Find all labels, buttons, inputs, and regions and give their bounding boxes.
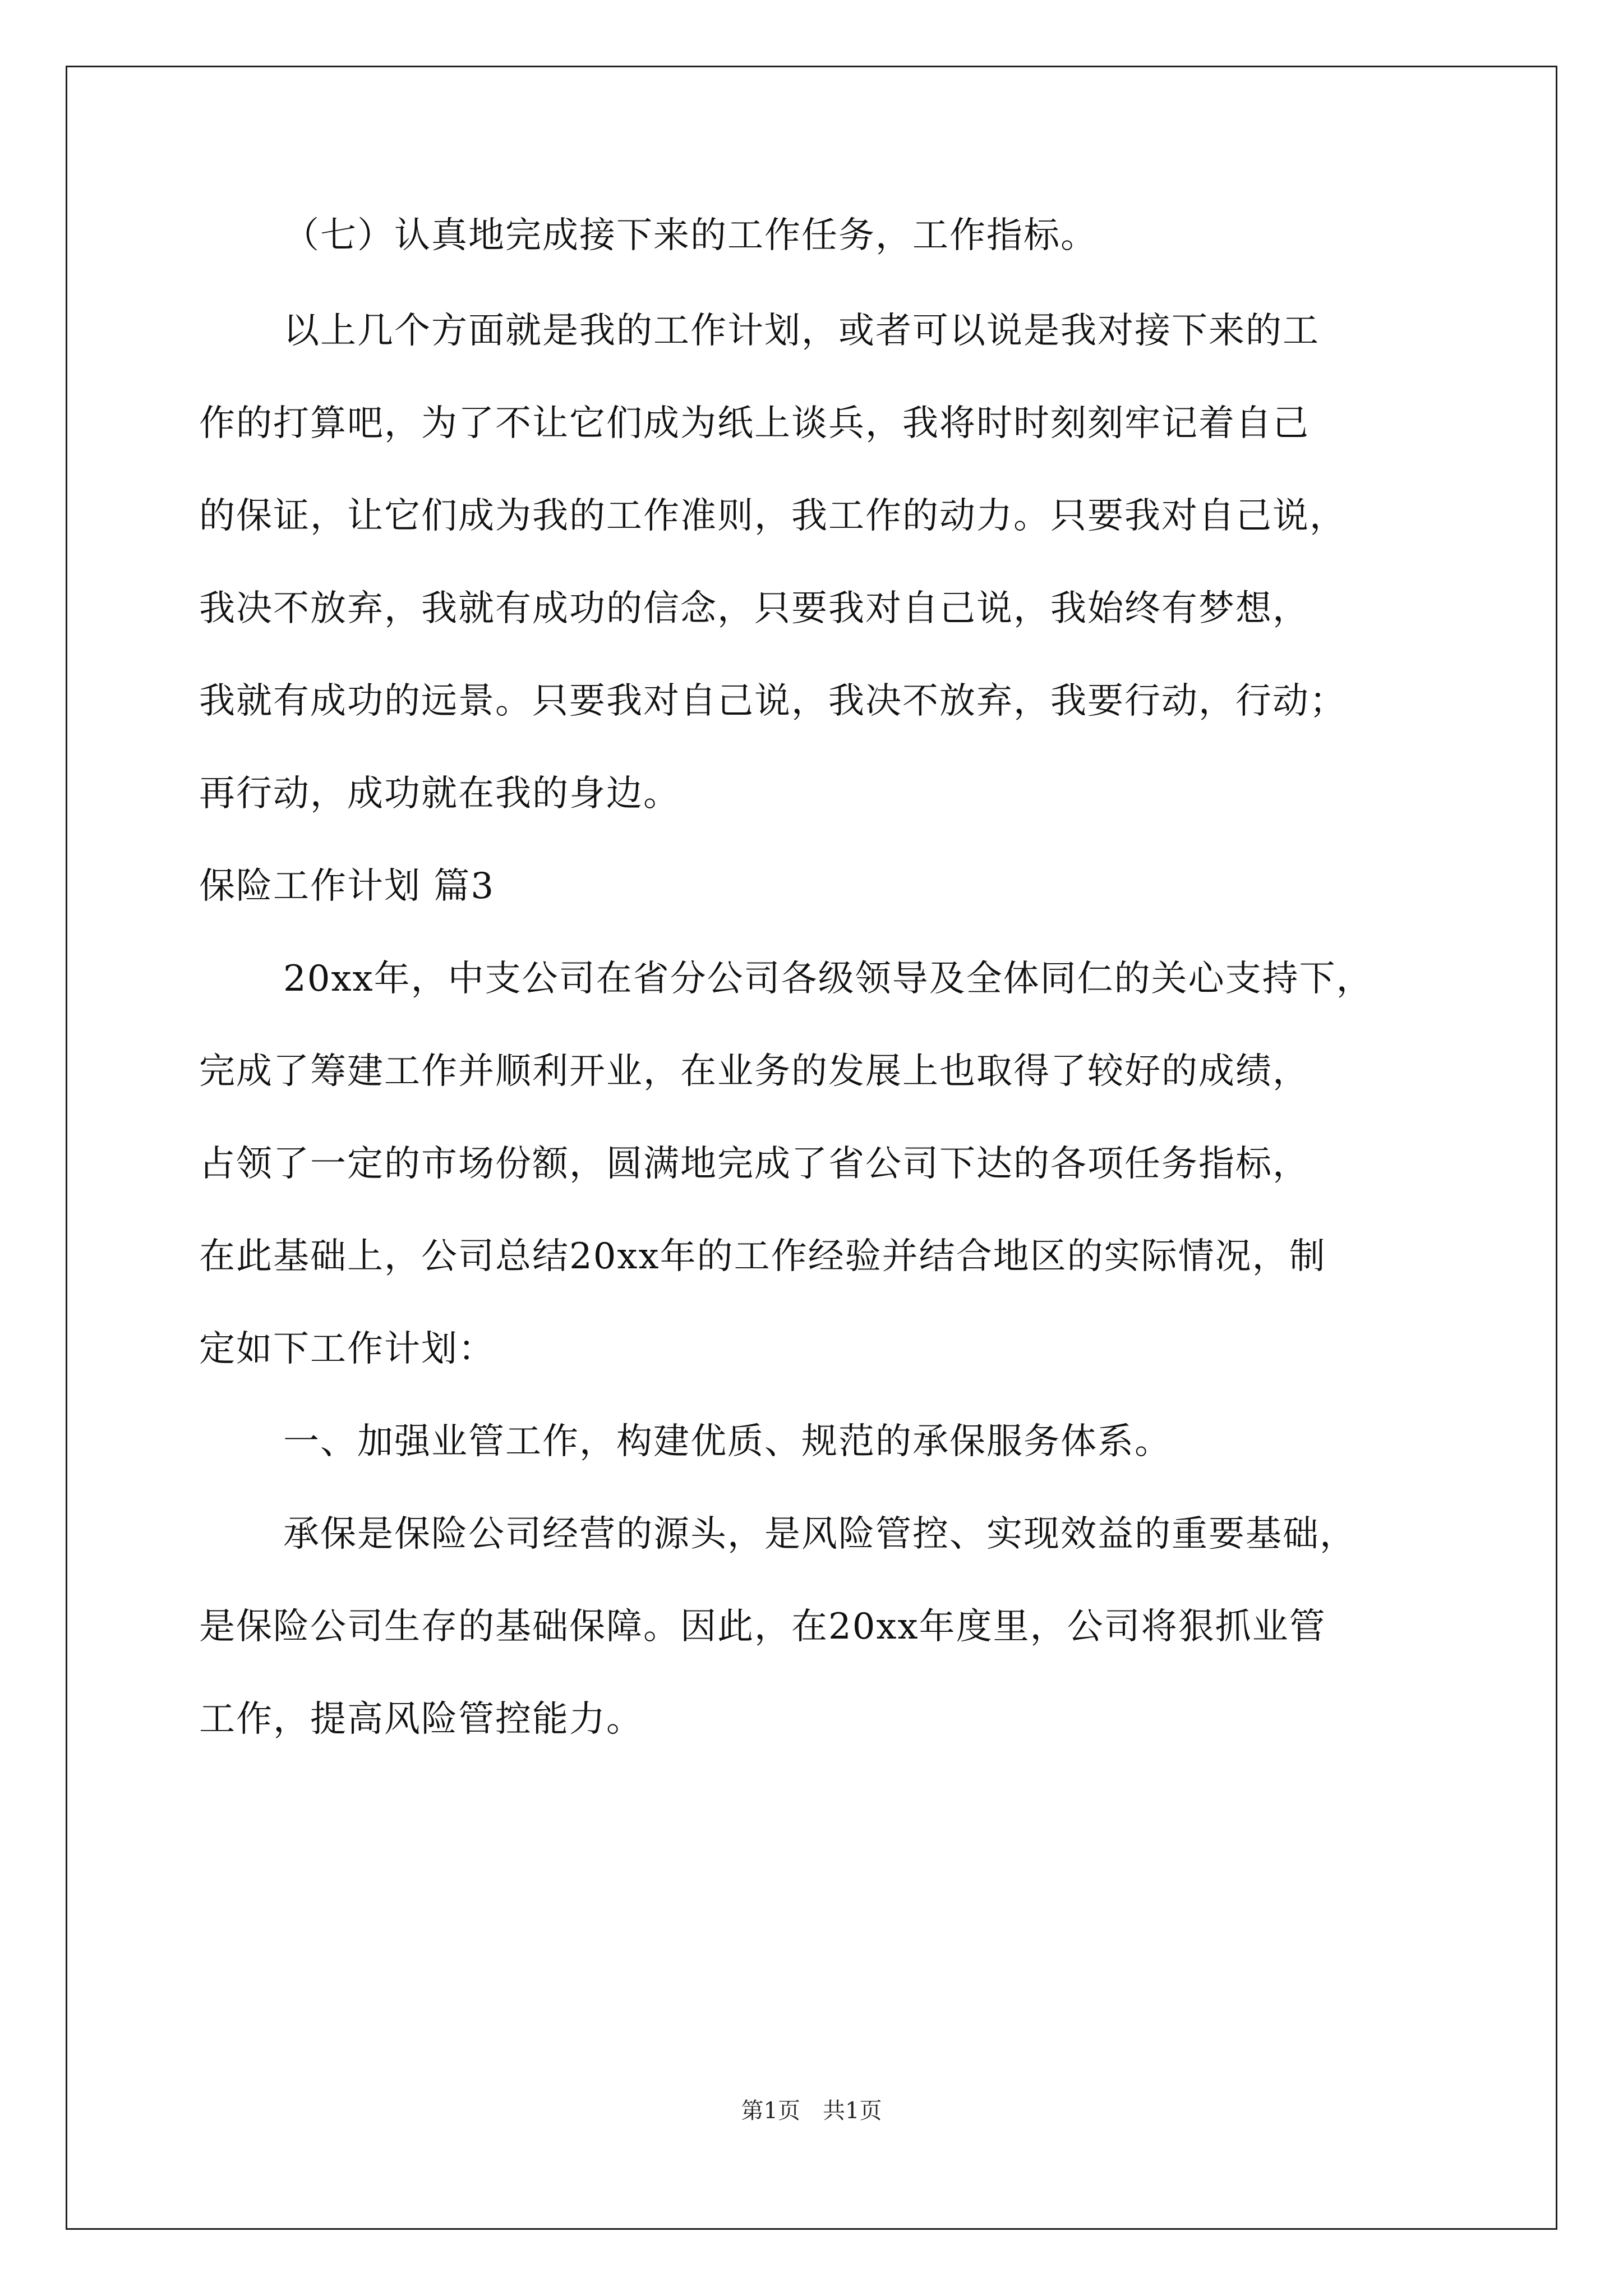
- paragraph-line: 是保险公司生存的基础保障。因此，在20xx年度里，公司将狠抓业管: [199, 1606, 1326, 1648]
- paragraph-line: 完成了筹建工作并顺利开业，在业务的发展上也取得了较好的成绩，: [199, 1051, 1310, 1092]
- paragraph-line: 承保是保险公司经营的源头，是风险管控、实现效益的重要基础，: [283, 1513, 1357, 1555]
- paragraph-line: 工作，提高风险管控能力。: [199, 1699, 643, 1740]
- paragraph-line: 我就有成功的远景。只要我对自己说，我决不放弃，我要行动，行动；: [199, 680, 1347, 722]
- paragraph-line: 作的打算吧，为了不让它们成为纸上谈兵，我将时时刻刻牢记着自己: [199, 403, 1310, 444]
- paragraph-line: 我决不放弃，我就有成功的信念，只要我对自己说，我始终有梦想，: [199, 588, 1310, 629]
- paragraph-line: 占领了一定的市场份额，圆满地完成了省公司下达的各项任务指标，: [199, 1143, 1310, 1185]
- section-heading: 保险工作计划 篇3: [199, 866, 495, 907]
- paragraph-line: （七）认真地完成接下来的工作任务，工作指标。: [283, 215, 1098, 256]
- paragraph-line: 定如下工作计划：: [199, 1328, 495, 1370]
- paragraph-line: 一、加强业管工作，构建优质、规范的承保服务体系。: [283, 1421, 1172, 1462]
- paragraph-line: 的保证，让它们成为我的工作准则，我工作的动力。只要我对自己说，: [199, 495, 1347, 537]
- page-footer: 第1页 共1页: [741, 2098, 882, 2124]
- paragraph-line: 20xx年，中支公司在省分公司各级领导及全体同仁的关心支持下，: [283, 958, 1373, 1000]
- paragraph-line: 以上几个方面就是我的工作计划，或者可以说是我对接下来的工: [283, 310, 1320, 352]
- paragraph-line: 再行动，成功就在我的身边。: [199, 773, 680, 815]
- paragraph-line: 在此基础上，公司总结20xx年的工作经验并结合地区的实际情况，制: [199, 1236, 1326, 1277]
